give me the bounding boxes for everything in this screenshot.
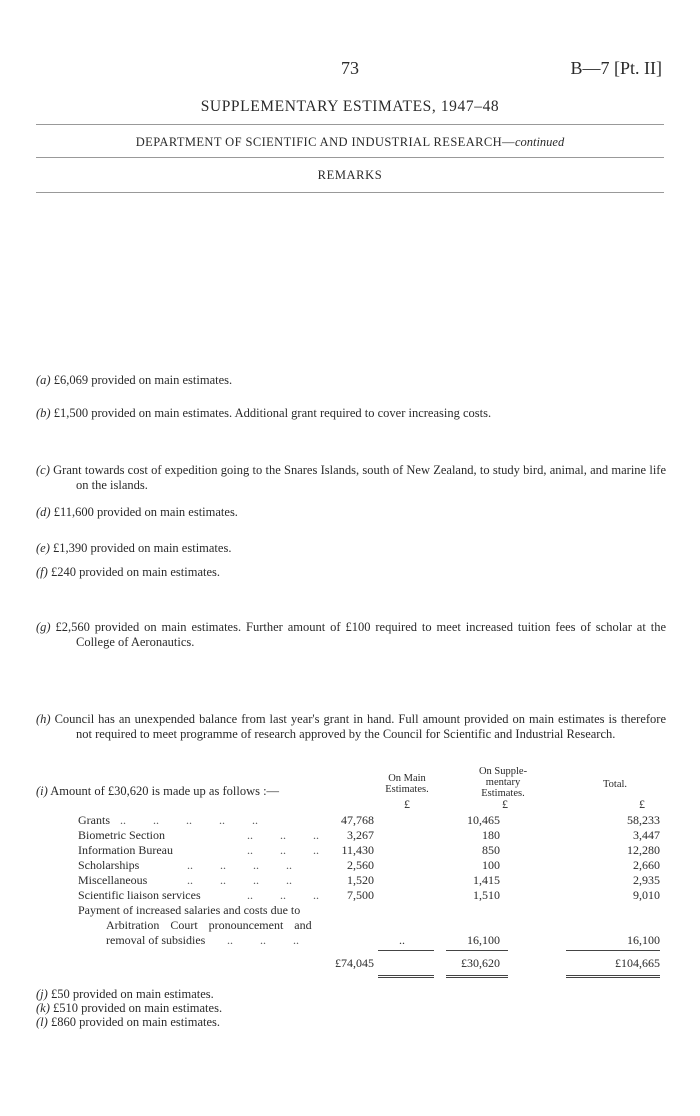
subtotal-rule <box>446 950 508 951</box>
table-row-payment-line2 <box>0 918 700 934</box>
table-row-payment: removal of subsidies .. .. .. .. 16,100 16,100 <box>106 933 660 947</box>
row-label: Grants <box>78 813 110 827</box>
cell-total: 2,935 <box>633 873 660 887</box>
row-label: Scientific liaison services <box>78 888 201 902</box>
remark-label: (f) <box>36 565 48 579</box>
grand-total: £104,665 <box>615 956 660 970</box>
remark-text: £860 provided on main estimates. <box>50 1015 221 1029</box>
cell-total: 9,010 <box>633 888 660 902</box>
remark-text: £50 provided on main estimates. <box>50 987 214 1001</box>
remark-label: (h) <box>36 712 51 726</box>
document-reference: B—7 [Pt. II] <box>570 58 662 78</box>
subtotal-rule <box>378 950 434 951</box>
cell-main: .. <box>399 933 405 947</box>
remark-label: (i) <box>36 784 48 798</box>
remark-label: (l) <box>36 1015 48 1029</box>
remark-text: £1,390 provided on main estimates. <box>53 541 232 555</box>
cell-total: 2,660 <box>633 858 660 872</box>
total-double-rule <box>446 975 508 978</box>
table-row: Information Bureau .. .. .. 11,430 850 12,280 <box>78 843 660 857</box>
remark-label: (b) <box>36 406 51 420</box>
table-row: Miscellaneous .. .. .. .. 1,520 1,415 2,935 <box>78 873 660 887</box>
currency-symbol: £ <box>404 797 410 811</box>
remark-label: (k) <box>36 1001 50 1015</box>
total-main: £74,045 <box>335 956 374 970</box>
currency-symbol: £ <box>639 797 645 811</box>
row-label: Payment of increased salaries and costs due to <box>78 903 301 917</box>
remark-l <box>36 1015 666 1029</box>
cell-supplementary: 850 <box>482 843 500 857</box>
remark-label: (e) <box>36 541 50 555</box>
cell-total: 12,280 <box>627 843 660 857</box>
cell-supplementary: 100 <box>482 858 500 872</box>
department-suffix: continued <box>514 135 565 149</box>
remark-j <box>36 987 666 1001</box>
row-label: Biometric Section <box>78 828 165 842</box>
total-supplementary: £30,620 <box>461 956 500 970</box>
remark-label: (j) <box>36 987 48 1001</box>
total-double-rule <box>566 975 660 978</box>
cell-main: 47,768 <box>341 813 374 827</box>
remark-label: (g) <box>36 620 51 634</box>
remark-label: (d) <box>36 505 51 519</box>
cell-main: 1,520 <box>347 873 374 887</box>
column-header-supplementary: On Supple-mentary Estimates. <box>478 766 528 799</box>
page-title: SUPPLEMENTARY ESTIMATES, 1947–48 <box>200 98 500 115</box>
currency-symbol: £ <box>502 797 508 811</box>
page-number: 73 <box>341 58 359 78</box>
cell-supplementary: 180 <box>482 828 500 842</box>
total-double-rule <box>378 975 434 978</box>
cell-supplementary: 1,510 <box>473 888 500 902</box>
row-label: Miscellaneous <box>78 873 148 887</box>
row-label: Scholarships <box>78 858 140 872</box>
remark-text: Grant towards cost of expedition going to the Snares Islands, south of New Zealand, to study bird, animal, and marine life on the islands. <box>53 463 667 492</box>
remark-k <box>36 1001 666 1015</box>
subtotal-rule <box>566 950 660 951</box>
table-row-payment-line1 <box>0 903 700 919</box>
cell-supplementary: 1,415 <box>473 873 500 887</box>
remark-text: £11,600 provided on main estimates. <box>53 505 238 519</box>
remark-text: £1,500 provided on main estimates. Additional grant required to cover increasing costs. <box>53 406 492 420</box>
department-name: DEPARTMENT OF SCIENTIFIC AND INDUSTRIAL RESEARCH— <box>135 135 515 149</box>
cell-main: 11,430 <box>341 843 374 857</box>
column-header-main: On Main Estimates. <box>385 773 429 795</box>
table-row: Scientific liaison services .. .. .. 7,500 1,510 9,010 <box>78 888 660 902</box>
table-row: Grants .. .. .. .. .. 47,768 10,465 58,233 <box>78 813 660 827</box>
remark-text: Amount of £30,620 is made up as follows :— <box>50 784 280 798</box>
remarks-heading: REMARKS <box>317 168 383 182</box>
remark-text: £240 provided on main estimates. <box>50 565 221 579</box>
table-row: Biometric Section .. .. .. 3,267 180 3,447 <box>78 828 660 842</box>
remark-text: Council has an unexpended balance from last year's grant in hand. Full amount provided on main estimates is therefore not required to meet programme of research approved by the Council for Scientific and Industrial Research. <box>54 712 666 741</box>
row-label: removal of subsidies <box>106 933 206 947</box>
row-label: Arbitration Court pronouncement and <box>106 918 312 932</box>
remark-text: £510 provided on main estimates. <box>53 1001 223 1015</box>
remark-text: £2,560 provided on main estimates. Further amount of £100 required to meet increased tuition fees of scholar at the College of Aeronautics. <box>55 620 666 649</box>
cell-total: 16,100 <box>627 933 660 947</box>
remark-label: (a) <box>36 373 51 387</box>
column-header-total: Total. <box>602 779 628 790</box>
cell-main: 7,500 <box>347 888 374 902</box>
currency-row <box>0 797 700 813</box>
cell-total: 58,233 <box>627 813 660 827</box>
table-row: Scholarships .. .. .. .. 2,560 100 2,660 <box>78 858 660 872</box>
table-total-row <box>0 956 700 972</box>
cell-supplementary: 16,100 <box>467 933 500 947</box>
cell-main: 2,560 <box>347 858 374 872</box>
cell-total: 3,447 <box>633 828 660 842</box>
cell-supplementary: 10,465 <box>467 813 500 827</box>
remark-text: £6,069 provided on main estimates. <box>53 373 233 387</box>
remark-label: (c) <box>36 463 50 477</box>
cell-main: 3,267 <box>347 828 374 842</box>
row-label: Information Bureau <box>78 843 173 857</box>
